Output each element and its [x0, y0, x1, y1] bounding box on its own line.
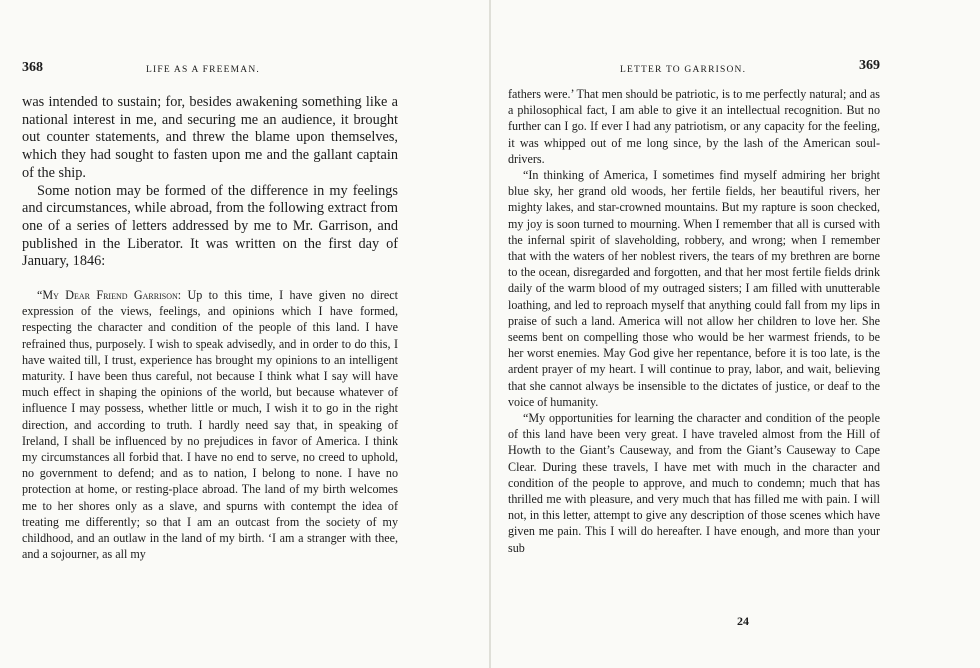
- left-page: [22, 58, 398, 562]
- left-body-text: [22, 94, 398, 271]
- letter-paragraph: [22, 287, 398, 562]
- paragraph: “My opportunities for learning the character and condition of the people of this land have been very great. I have traveled almost from the Hill of Howth to the Giant’s Causeway, and from the Giant’s Causeway to Cape Clear. During these travels, I have met with much in the character and condition of the people to approve, and much to condemn; much that has thrilled me with pleasure, and very much that has filled me with pain. I will not, in this letter, attempt to give any description of those scenes which have given me pain. This I will do hereafter. I have enough, and more than your sub: [508, 411, 880, 555]
- right-page-header: [508, 58, 880, 78]
- page-number: 369: [859, 58, 880, 73]
- paragraph: Some notion may be formed of the difference in my feelings and circumstances, while abroad, from the following extract from one of a series of letters addressed by me to Mr. Garrison, and published in the Liberator. It was written on the first day of January, 1846:: [22, 182, 398, 270]
- left-page-header: [22, 58, 398, 78]
- letter-salutation: “My Dear Friend Garrison:: [37, 288, 182, 303]
- letter-opening: Up to this time, I have given no direct expression of the views, feelings, and opinions which I have formed, respecting the character and condition of the people of this land. I have refrained thus, purposely. I wish to speak advisedly, and in order to do this, I have waited till, I trust, experience has brought my opinions to an intelligent maturity. I have been thus careful, not because I think what I say will have much effect in shaping the opinions of the world, but because whatever of influence I may possess, whether little or much, I wish it to go in the right direction, and according to truth. I hardly need say that, in speaking of Ireland, I shall be influenced by no prejudices in favor of America. I think my circumstances all forbid that. I have no end to serve, no creed to uphold, no government to defend; and as to nation, I belong to none. I have no protection at home, or resting-place abroad. The land of my birth welcomes me to her shores only as a slave, and spurns with contempt the idea of treating me differently; so that I am an outcast from the society of my childhood, and an outlaw in the land of my birth. ‘I am a stranger with thee, and a sojourner, as all my: [22, 288, 398, 562]
- paragraph: fathers were.’ That men should be patriotic, is to me perfectly natural; and as a philosophical fact, I am able to give it an intellectual recognition. But no further can I go. If ever I had any patriotism, or any capacity for the feeling, it was whipped out of me long since, by the lash of the American soul-drivers.: [508, 87, 880, 166]
- page-gutter: [489, 0, 491, 668]
- paragraph: “In thinking of America, I sometimes find myself admiring her bright blue sky, her grand old woods, her fertile fields, her beautiful rivers, her mighty lakes, and star-crowned mountains. But my rapture is soon checked, my joy is soon turned to mourning. When I remember that all is cursed with the infernal spirit of slaveholding, robbery, and wrong; when I remember that with the waters of her noblest rivers, the tears of my brethren are borne to the ocean, disregarded and forgotten, and that her most fertile fields drink daily of the warm blood of my outraged sisters; I am filled with unutterable loathing, and led to reproach myself that anything could fall from my lips in praise of such a land. America will not allow her children to love her. She seems bent on compelling those who would be her warmest friends, to be her worst enemies. May God give her repentance, before it is too late, is the ardent prayer of my heart. I will continue to pray, labor, and wait, believing that she cannot always be insensible to the dictates of justice, or deaf to the voice of humanity.: [508, 168, 880, 409]
- page-number: 368: [22, 60, 43, 75]
- right-page: [508, 58, 880, 628]
- signature-mark: 24: [737, 614, 749, 628]
- right-body-text: [508, 86, 880, 556]
- letter-text: [22, 287, 398, 562]
- running-head: LETTER TO GARRISON.: [620, 65, 747, 75]
- paragraph: was intended to sustain; for, besides awakening something like a national interest in me, and securing me an audience, it brought out counter statements, and threw the blame upon themselves, which they had sought to fasten upon me and the gallant captain of the ship.: [22, 94, 398, 181]
- running-head: LIFE AS A FREEMAN.: [146, 65, 260, 75]
